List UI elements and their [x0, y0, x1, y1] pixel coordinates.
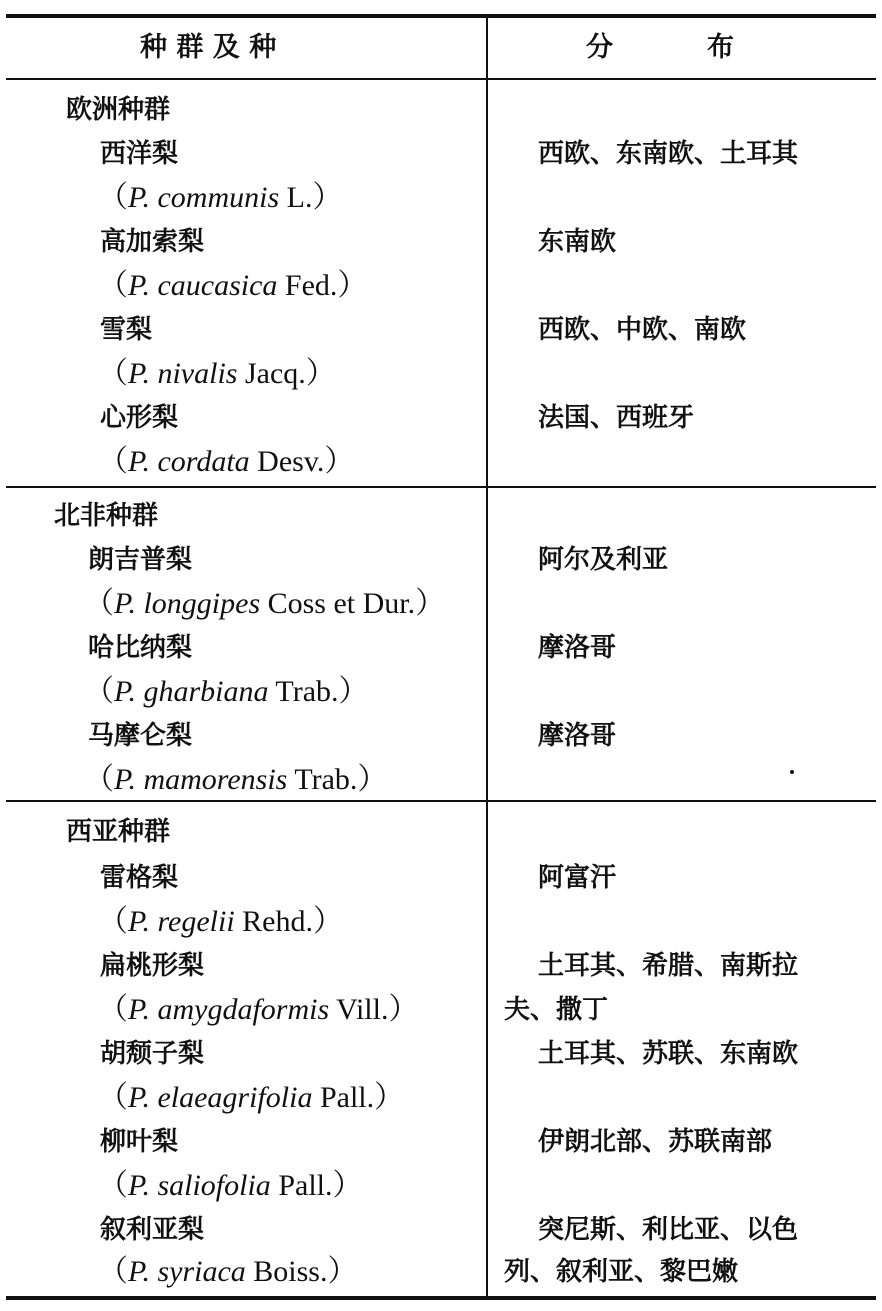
- species-sci-name: （P. amygdaformis Vill.）: [98, 993, 419, 1026]
- species-row: [0, 714, 882, 758]
- species-sci-row: [0, 758, 882, 802]
- species-row: [0, 220, 882, 264]
- species-cn-name: 叙利亚梨: [100, 1215, 205, 1245]
- species-sci-name: （P. mamorensis Trab.）: [84, 763, 388, 796]
- species-sci-name: （P. longgipes Coss et Dur.）: [84, 587, 446, 620]
- species-distribution: 摩洛哥: [538, 633, 617, 663]
- group-divider-1: [6, 486, 876, 488]
- species-sci-name: （P. elaeagrifolia Pall.）: [98, 1081, 405, 1114]
- species-sci-row: [0, 352, 882, 396]
- species-row: [0, 856, 882, 900]
- species-sci-row: [0, 1076, 882, 1120]
- species-row: [0, 1208, 882, 1252]
- species-row: [0, 132, 882, 176]
- stray-dot: [790, 770, 794, 774]
- species-sci-name: （P. gharbiana Trab.）: [84, 675, 369, 708]
- species-cn-name: 扁桃形梨: [100, 951, 205, 981]
- species-row: [0, 538, 882, 582]
- species-row: [0, 396, 882, 440]
- species-cn-name: 朗吉普梨: [88, 545, 193, 575]
- group-name: 西亚种群: [66, 817, 171, 847]
- species-sci-row: [0, 900, 882, 944]
- species-distribution: 摩洛哥: [538, 721, 617, 751]
- species-distribution: 阿尔及利亚: [538, 545, 669, 575]
- species-distribution: 东南欧: [538, 227, 617, 257]
- table-top-rule: [6, 14, 876, 18]
- species-cn-name: 雪梨: [100, 315, 153, 345]
- header-species-group: 种 群 及 种: [140, 32, 277, 63]
- group-row: [0, 810, 882, 854]
- species-distribution: 土耳其、希腊、南斯拉: [538, 951, 799, 981]
- group-row: [0, 88, 882, 132]
- group-row: [0, 494, 882, 538]
- species-cn-name: 哈比纳梨: [88, 633, 193, 663]
- group-name: 欧洲种群: [66, 95, 171, 125]
- species-sci-name: （P. communis L.）: [98, 181, 343, 214]
- group-name: 北非种群: [54, 501, 159, 531]
- species-sci-name: （P. regelii Rehd.）: [98, 905, 343, 938]
- species-sci-row: [0, 264, 882, 308]
- species-sci-row: [0, 1164, 882, 1208]
- species-distribution: 突尼斯、利比亚、以色: [538, 1215, 799, 1245]
- header-bottom-rule: [6, 78, 876, 80]
- species-distribution: 土耳其、苏联、东南欧: [538, 1039, 799, 1069]
- species-cn-name: 胡颓子梨: [100, 1039, 205, 1069]
- species-sci-name: （P. syriaca Boiss.）: [98, 1255, 358, 1288]
- species-sci-name: （P. cordata Desv.）: [98, 445, 355, 478]
- species-sci-row: [0, 176, 882, 220]
- species-sci-row: [0, 988, 882, 1032]
- species-sci-row: [0, 440, 882, 484]
- species-cn-name: 柳叶梨: [100, 1127, 179, 1157]
- species-cn-name: 西洋梨: [100, 139, 179, 169]
- species-sci-name: （P. nivalis Jacq.）: [98, 357, 336, 390]
- species-distribution-cont: 列、叙利亚、黎巴嫩: [504, 1257, 739, 1287]
- species-row: [0, 308, 882, 352]
- species-row: [0, 1032, 882, 1076]
- table-bottom-rule: [6, 1296, 876, 1300]
- species-row: [0, 626, 882, 670]
- species-row: [0, 1120, 882, 1164]
- species-sci-row: [0, 582, 882, 626]
- species-cn-name: 心形梨: [100, 403, 179, 433]
- species-distribution: 伊朗北部、苏联南部: [538, 1127, 773, 1157]
- species-cn-name: 雷格梨: [100, 863, 179, 893]
- header-distribution: 分 布: [586, 32, 734, 63]
- species-row: [0, 944, 882, 988]
- species-sci-name: （P. caucasica Fed.）: [98, 269, 368, 302]
- species-sci-name: （P. saliofolia Pall.）: [98, 1169, 363, 1202]
- species-distribution: 西欧、中欧、南欧: [538, 315, 747, 345]
- species-distribution-cont: 夫、撒丁: [504, 995, 609, 1025]
- species-sci-row: [0, 670, 882, 714]
- species-cn-name: 高加索梨: [100, 227, 205, 257]
- species-cn-name: 马摩仑梨: [88, 721, 193, 751]
- species-distribution: 法国、西班牙: [538, 403, 695, 433]
- species-sci-row: [0, 1250, 882, 1294]
- species-distribution: 西欧、东南欧、土耳其: [538, 139, 799, 169]
- species-distribution: 阿富汗: [538, 863, 617, 893]
